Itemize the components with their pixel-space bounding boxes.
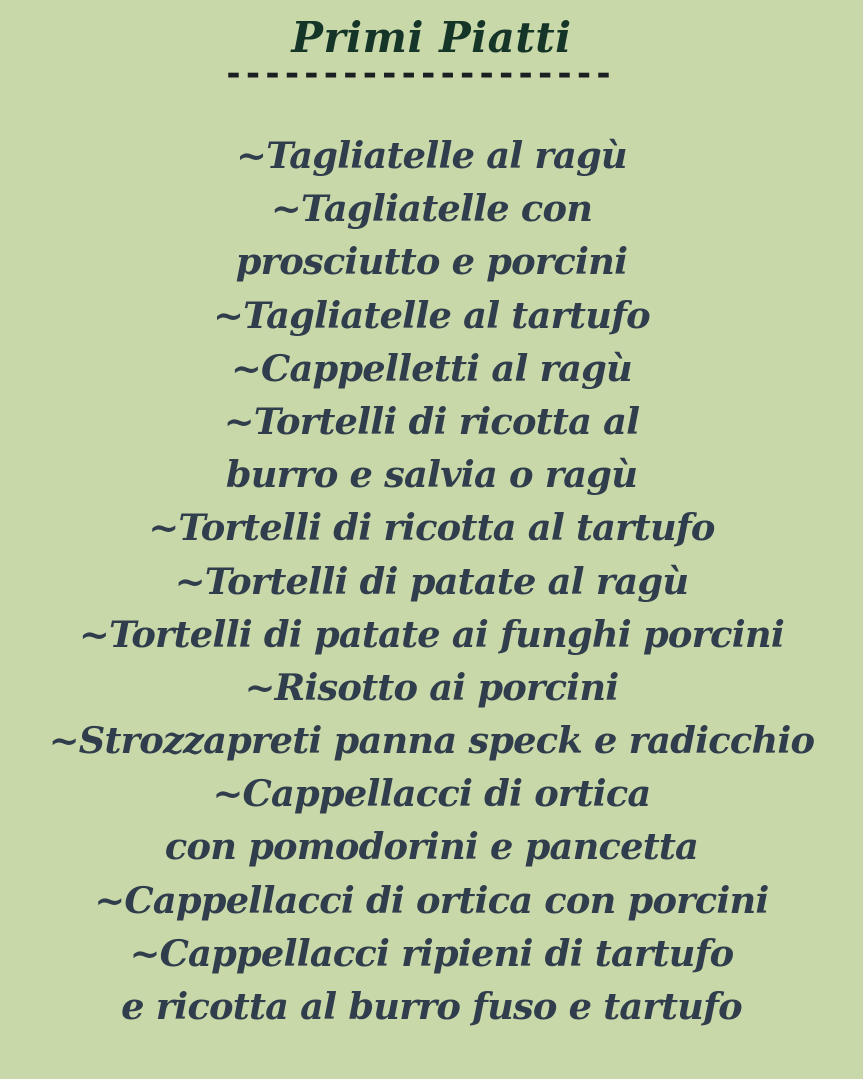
dish-line: ~Risotto ai porcini [244,664,619,709]
dish-line: burro e salvia o ragù [225,452,638,497]
dish-line: e ricotta al burro fuso e tartufo [121,984,742,1028]
dish-line: ~Cappelletti al ragù [231,345,632,390]
dish-list [0,129,863,1033]
dish-line: ~Strozzapreti panna speck e radicchio [48,718,815,763]
dish-line: ~Tagliatelle al tartufo [213,292,650,337]
menu-title: Primi Piatti [291,13,572,62]
dish-line: ~Tortelli di patate ai funghi porcini [78,611,784,656]
dish-line: ~Tortelli di ricotta al [223,398,640,443]
dish-line: ~Cappellacci di ortica con porcini [94,877,769,922]
title-divider: -------------------- [223,54,613,94]
dish-line: ~Tagliatelle al ragù [236,133,627,177]
dish-line: ~Tagliatelle con [270,186,593,231]
dish-line: prosciutto e porcini [235,239,628,284]
dish-line: ~Tortelli di patate al ragù [174,558,689,603]
dish-line: con pomodorini e pancetta [164,824,699,869]
dish-line: ~Tortelli di ricotta al tartufo [148,505,715,550]
dish-line: ~Cappellacci di ortica [212,771,651,816]
dish-line: ~Cappellacci ripieni di tartufo [129,930,734,975]
